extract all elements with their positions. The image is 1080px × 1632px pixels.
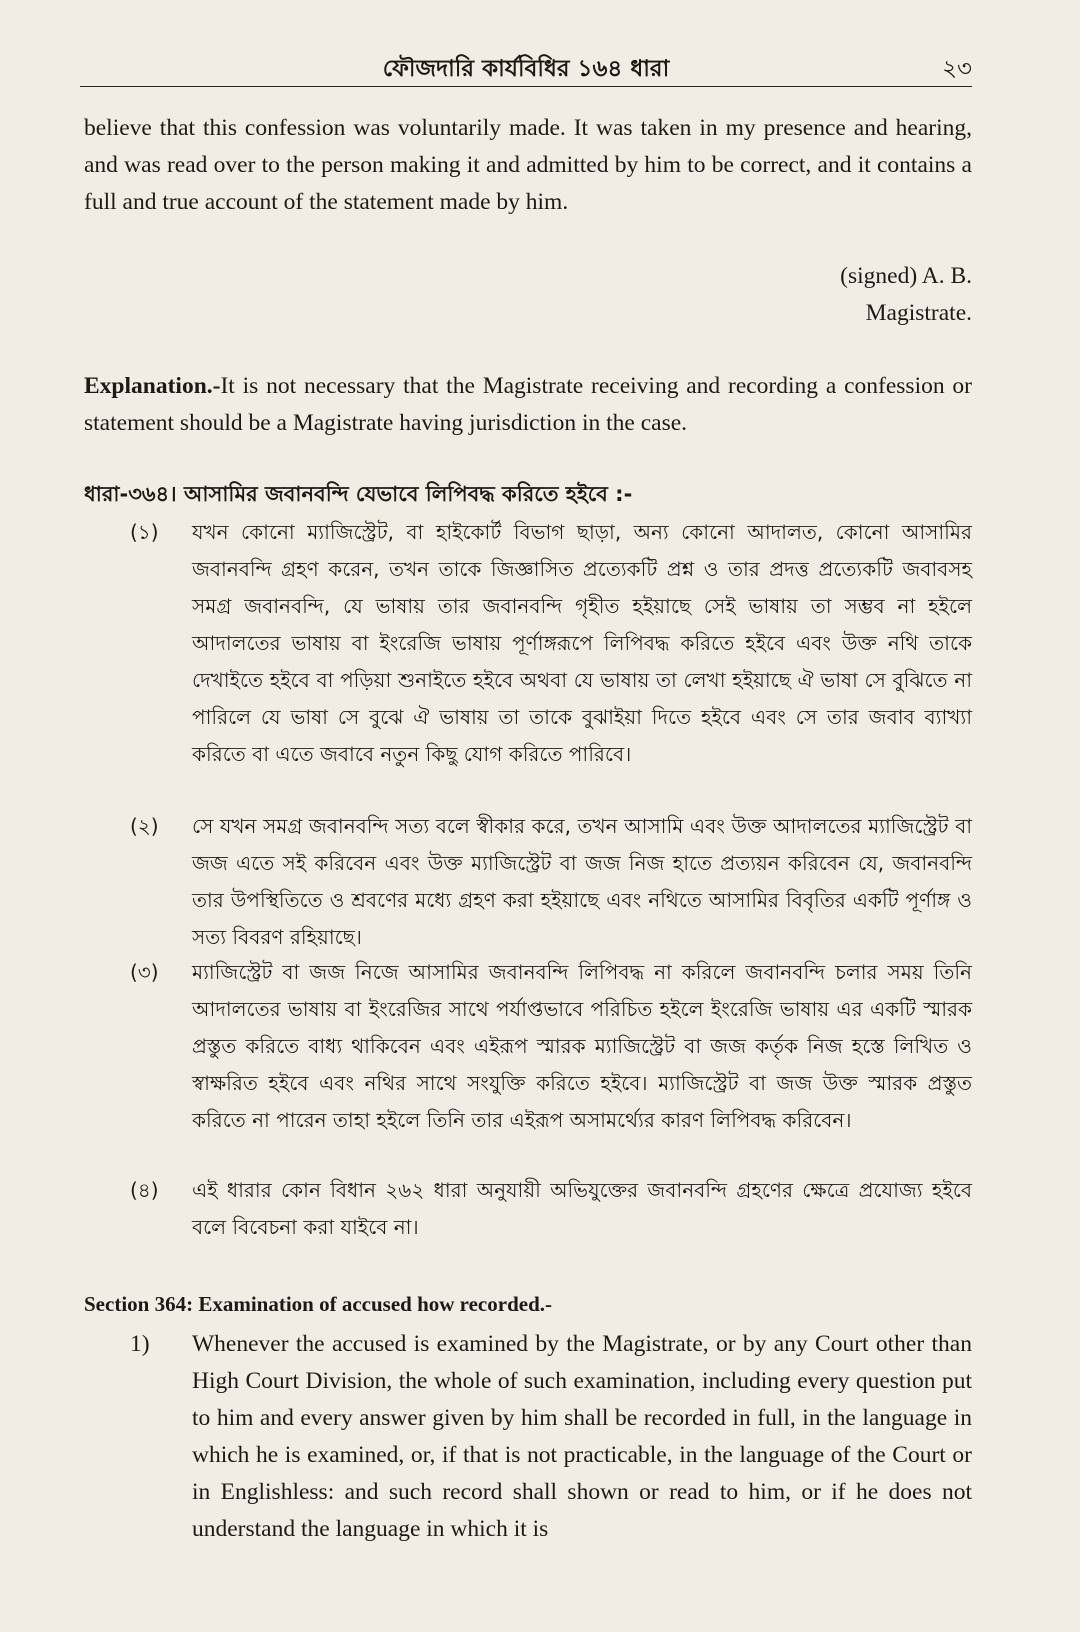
signature-line: (signed) A. B. (840, 263, 972, 289)
explanation-text: It is not necessary that the Magistrate receiving and recording a confession or statement should be a Magistrate having jurisdiction in the case. (84, 373, 972, 436)
clause-text: সে যখন সমগ্র জবানবন্দি সত্য বলে স্বীকার করে, তখন আসামি এবং উক্ত আদালতের ম্যাজিস্ট্রেট বা জজ এতে সই করিবেন এবং উক্ত ম্যাজিস্ট্রেট বা জজ নিজ হাতে প্রত্যয়ন করিবেন যে, জবানবন্দি তার উপস্থিতিতে ও শ্রবণের মধ্যে গ্রহণ করা হইয়াছে এবং নথিতে আসামির বিবৃতির একটি পূর্ণাঙ্গ ও সত্য বিবরণ রহিয়াছে। (192, 814, 972, 949)
explanation-paragraph (84, 368, 972, 442)
header-title: ফৌজদারি কার্যবিধির ১৬৪ ধারা (382, 55, 670, 82)
clause-text: ম্যাজিস্ট্রেট বা জজ নিজে আসামির জবানবন্দি লিপিবদ্ধ না করিলে জবানবন্দি চলার সময় তিনি আদালতের ভাষায় বা ইংরেজির সাথে পর্যাপ্তভাবে পরিচিত হইলে ইংরেজি ভাষায় এর একটি স্মারক প্রস্তুত করিতে বাধ্য থাকিবেন এবং এইরূপ স্মারক ম্যাজিস্ট্রেট বা জজ কর্তৃক নিজ হস্তে লিখিত ও স্বাক্ষরিত হইবে এবং নথির সাথে সংযুক্তি করিতে হইবে। ম্যাজিস্ট্রেট বা জজ উক্ত স্মারক প্রস্তুত করিতে না পারেন তাহা হইলে তিনি তার এইরূপ অসামর্থ্যের কারণ লিপিবদ্ধ করিবেন। (192, 960, 972, 1132)
paragraph-confession-certificate: believe that this confession was voluntarily made. It was taken in my presence and hearing, and was read over to the person making it and admitted by him to be correct, and it contains a full and true account of the statement made by him. (84, 115, 972, 215)
clause-number: (৩) (130, 960, 159, 984)
clause-number: (৪) (130, 1178, 159, 1202)
clause-text: যখন কোনো ম্যাজিস্ট্রেট, বা হাইকোর্ট বিভাগ ছাড়া, অন্য কোনো আদালত, কোনো আসামির জবানবন্দি গ্রহণ করেন, তখন তাকে জিজ্ঞাসিত প্রত্যেকটি প্রশ্ন ও তার প্রদত্ত প্রত্যেকটি জবাবসহ সমগ্র জবানবন্দি, যে ভাষায় তার জবানবন্দি গৃহীত হইয়াছে সেই ভাষায় তা সম্ভব না হইলে আদালতের ভাষায় বা ইংরেজি ভাষায় পূর্ণাঙ্গরূপে লিপিবদ্ধ করিতে হইবে এবং উক্ত নথি তাকে দেখাইতে হইবে বা পড়িয়া শুনাইতে হইবে অথবা যে ভাষায় তা লেখা হইয়াছে ঐ ভাষা সে বুঝিতে না পারিলে যে ভাষা সে বুঝে ঐ ভাষায় তা তাকে বুঝাইয়া দিতে হইবে এবং সে তার জবাব ব্যাখ্যা করিতে বা এতে জবাবে নতুন কিছু যোগ করিতে পারিবে। (192, 520, 972, 766)
clause-text: এই ধারার কোন বিধান ২৬২ ধারা অনুযায়ী অভিযুক্তের জবানবন্দি গ্রহণের ক্ষেত্রে প্রযোজ্য হইবে বলে বিবেচনা করা যাইবে না। (192, 1178, 972, 1239)
english-clause-1 (130, 1326, 972, 1548)
clause-number: (২) (130, 814, 159, 838)
signature-block (84, 258, 972, 332)
section-heading-bangla: ধারা-৩৬৪। আসামির জবানবন্দি যেভাবে লিপিবদ্ধ করিতে হইবে :- (84, 482, 633, 506)
page-header (80, 46, 972, 86)
bangla-clause-1 (130, 514, 972, 773)
header-divider (80, 86, 972, 87)
clause-number: 1) (130, 1331, 150, 1357)
section-heading-english: Section 364: Examination of accused how recorded.- (84, 1292, 552, 1316)
explanation-label: Explanation.- (84, 373, 221, 399)
clause-number: (১) (130, 520, 159, 544)
clause-text: Whenever the accused is examined by the Magistrate, or by any Court other than High Court Division, the whole of such examination, including every question put to him and every answer given by him shall be recorded in full, in the language in which he is examined, or, if that is not practicable, in the language of the Court or in Englishless: and such record shall shown or read to him, or if he does not understand the language in which it is (192, 1331, 972, 1542)
bangla-clause-3 (130, 954, 972, 1139)
bangla-clause-4 (130, 1172, 972, 1246)
bangla-clause-2 (130, 808, 972, 956)
signature-title: Magistrate. (865, 300, 972, 326)
page-number: ২৩ (942, 56, 972, 82)
